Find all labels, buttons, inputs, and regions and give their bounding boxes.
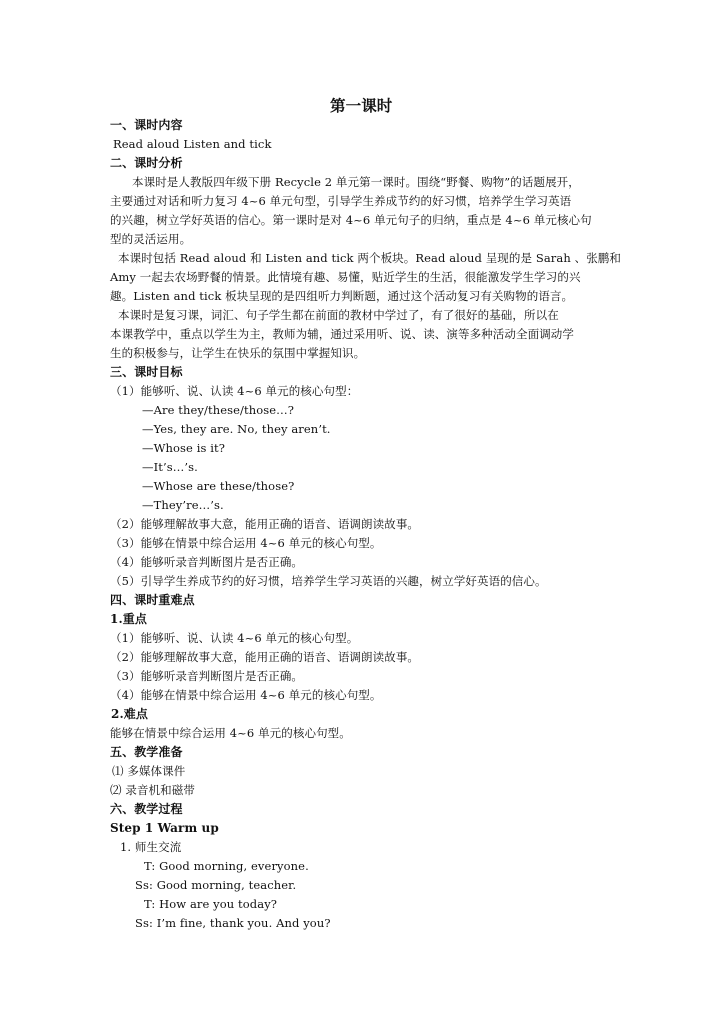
paragraph-line: 趣。Listen and tick 板块呈现的是四组听力判断题，通过这个活动复习有关购物的语言。 <box>110 289 574 303</box>
dialogue-line: Ss: I’m fine, thank you. And you? <box>135 916 331 930</box>
prep-item: ⑵ 录音机和磁带 <box>110 783 195 797</box>
sentence-pattern: —Whose are these/those? <box>142 479 295 493</box>
dialogue-line: Ss: Good morning, teacher. <box>135 878 297 892</box>
section-heading-process: 六、教学过程 <box>110 802 183 816</box>
paragraph-line: 型的灵活运用。 <box>110 232 192 246</box>
lesson-content-text: Read aloud Listen and tick <box>113 137 272 151</box>
subheading-key: 1.重点 <box>110 612 147 626</box>
paragraph-line: 本课时是人教版四年级下册 Recycle 2 单元第一课时。围绕“野餐、购物”的话题展开， <box>132 175 580 189</box>
section-heading-preparation: 五、教学准备 <box>110 745 183 759</box>
section-heading-keypoints: 四、课时重难点 <box>110 593 195 607</box>
section-heading-analysis: 二、课时分析 <box>110 156 183 170</box>
paragraph-line: 主要通过对话和听力复习 4~6 单元句型，引导学生养成节约的好习惯，培养学生学习英语 <box>110 194 572 208</box>
goal-item: （1）能够听、说、认读 4~6 单元的核心句型： <box>110 384 359 398</box>
sentence-pattern: —They’re…’s. <box>142 498 224 512</box>
paragraph-line: 本课时是复习课，词汇、句子学生都在前面的教材中学过了，有了很好的基础，所以在 <box>118 308 559 322</box>
page-title: 第一课时 <box>330 96 393 115</box>
dialogue-line: T: Good morning, everyone. <box>144 859 309 873</box>
section-heading-content: 一、课时内容 <box>110 118 183 132</box>
sentence-pattern: —Yes, they are. No, they aren’t. <box>142 422 331 436</box>
prep-item: ⑴ 多媒体课件 <box>112 764 186 778</box>
step-subheading: 1. 师生交流 <box>120 840 182 854</box>
goal-item: （4）能够听录音判断图片是否正确。 <box>110 555 304 569</box>
key-item: （1）能够听、说、认读 4~6 单元的核心句型。 <box>110 631 359 645</box>
paragraph-line: 的兴趣，树立学好英语的信心。第一课时是对 4~6 单元句子的归纳，重点是 4~6 单元核心句 <box>110 213 592 227</box>
key-item: （3）能够听录音判断图片是否正确。 <box>110 669 304 683</box>
difficulty-text: 能够在情景中综合运用 4~6 单元的核心句型。 <box>110 726 351 740</box>
goal-item: （5）引导学生养成节约的好习惯，培养学生学习英语的兴趣，树立学好英语的信心。 <box>110 574 547 588</box>
key-item: （2）能够理解故事大意，能用正确的语音、语调朗读故事。 <box>110 650 420 664</box>
key-item: （4）能够在情景中综合运用 4~6 单元的核心句型。 <box>110 688 382 702</box>
step-heading: Step 1 Warm up <box>110 821 219 835</box>
sentence-pattern: —It’s…’s. <box>142 460 198 474</box>
paragraph-line: 本课教学中，重点以学生为主，教师为辅，通过采用听、说、读、演等多种活动全面调动学 <box>110 327 574 341</box>
section-heading-goals: 三、课时目标 <box>110 365 183 379</box>
dialogue-line: T: How are you today? <box>144 897 278 911</box>
goal-item: （3）能够在情景中综合运用 4~6 单元的核心句型。 <box>110 536 382 550</box>
sentence-pattern: —Whose is it? <box>142 441 226 455</box>
paragraph-line: 本课时包括 Read aloud 和 Listen and tick 两个板块。Read aloud 呈现的是 Sarah 、张鹏和 <box>118 251 622 265</box>
paragraph-line: 生的积极参与，让学生在快乐的氛围中掌握知识。 <box>110 346 366 360</box>
subheading-difficulty: 2.难点 <box>111 707 148 721</box>
paragraph-line: Amy 一起去农场野餐的情景。此情境有趣、易懂，贴近学生的生活，很能激发学生学习的兴 <box>110 270 581 284</box>
sentence-pattern: —Are they/these/those…? <box>142 403 295 417</box>
goal-item: （2）能够理解故事大意，能用正确的语音、语调朗读故事。 <box>110 517 420 531</box>
